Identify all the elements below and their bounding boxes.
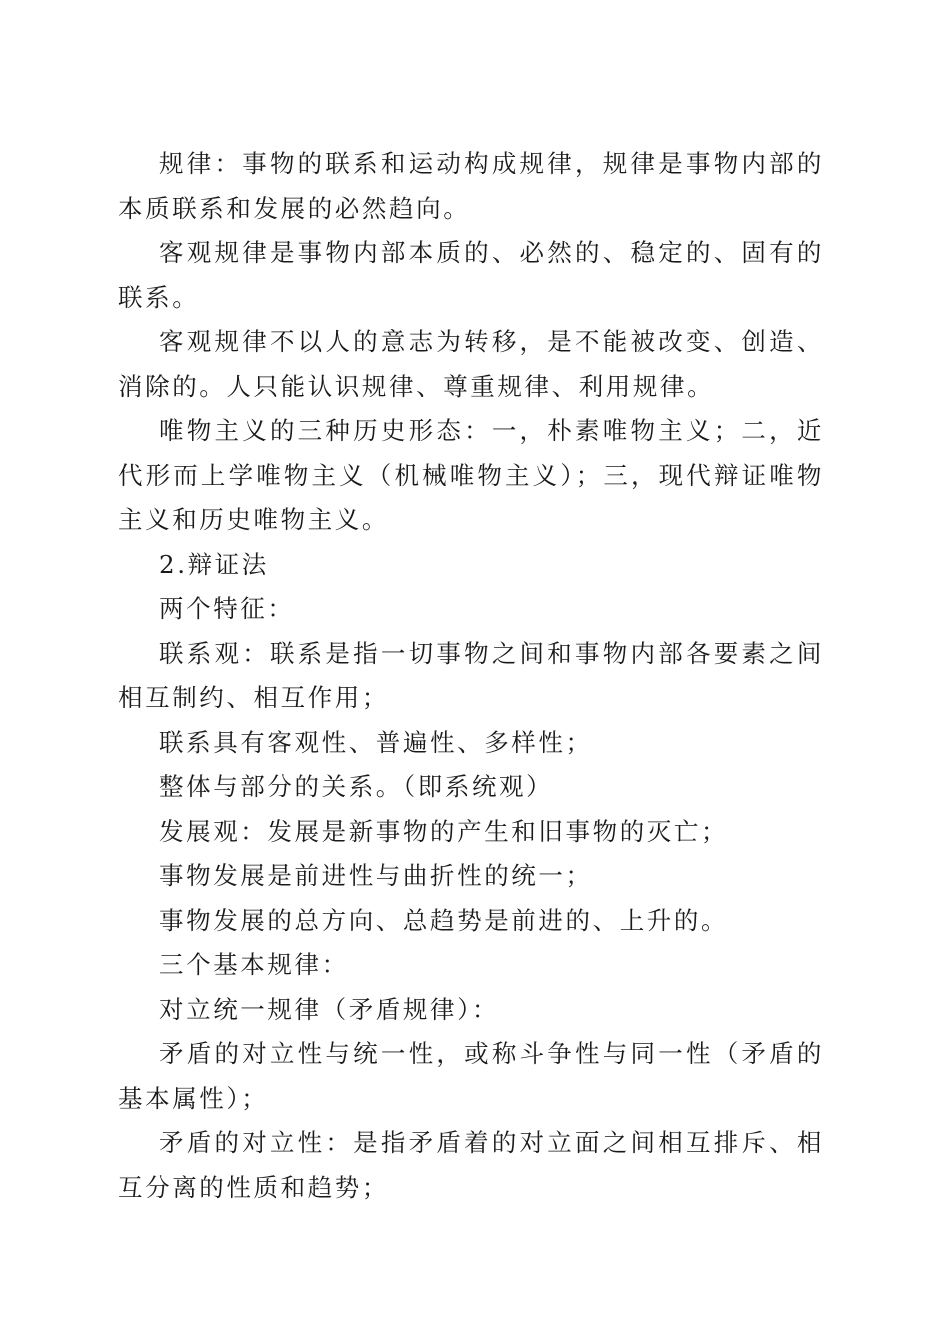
paragraph-materialism-forms: 唯物主义的三种历史形态：一，朴素唯物主义；二，近代形而上学唯物主义（机械唯物主义）；三，现代辩证唯物主义和历史唯物主义。 [118, 416, 824, 534]
paragraph-whole-and-part: 整体与部分的关系。（即系统观） [159, 772, 554, 801]
section-heading-dialectics: 2.辩证法 [159, 549, 269, 579]
document-body [118, 142, 824, 1210]
paragraph-law-definition: 规律：事物的联系和运动构成规律，规律是事物内部的本质联系和发展的必然趋向。 [118, 149, 824, 223]
paragraph-development-unity: 事物发展是前进性与曲折性的统一； [159, 861, 593, 890]
paragraph-objective-law: 客观规律是事物内部本质的、必然的、稳定的、固有的联系。 [118, 238, 824, 312]
paragraph-development-view: 发展观：发展是新事物的产生和旧事物的灭亡； [159, 816, 729, 846]
paragraph-connection-properties: 联系具有客观性、普遍性、多样性； [159, 727, 593, 757]
paragraph-development-direction: 事物发展的总方向、总趋势是前进的、上升的。 [159, 905, 729, 935]
paragraph-two-features: 两个特征： [159, 594, 295, 623]
paragraph-unity-of-opposites: 对立统一规律（矛盾规律）： [159, 994, 500, 1024]
paragraph-contradiction-opposition: 矛盾的对立性：是指矛盾着的对立面之间相互排斥、相互分离的性质和趋势； [118, 1128, 824, 1202]
paragraph-contradiction-attributes: 矛盾的对立性与统一性，或称斗争性与同一性（矛盾的基本属性）； [118, 1039, 824, 1113]
paragraph-law-independence: 客观规律不以人的意志为转移，是不能被改变、创造、消除的。人只能认识规律、尊重规律、利用规律。 [118, 327, 824, 401]
paragraph-three-laws: 三个基本规律： [159, 950, 349, 979]
paragraph-connection-view: 联系观：联系是指一切事物之间和事物内部各要素之间相互制约、相互作用； [118, 638, 824, 712]
